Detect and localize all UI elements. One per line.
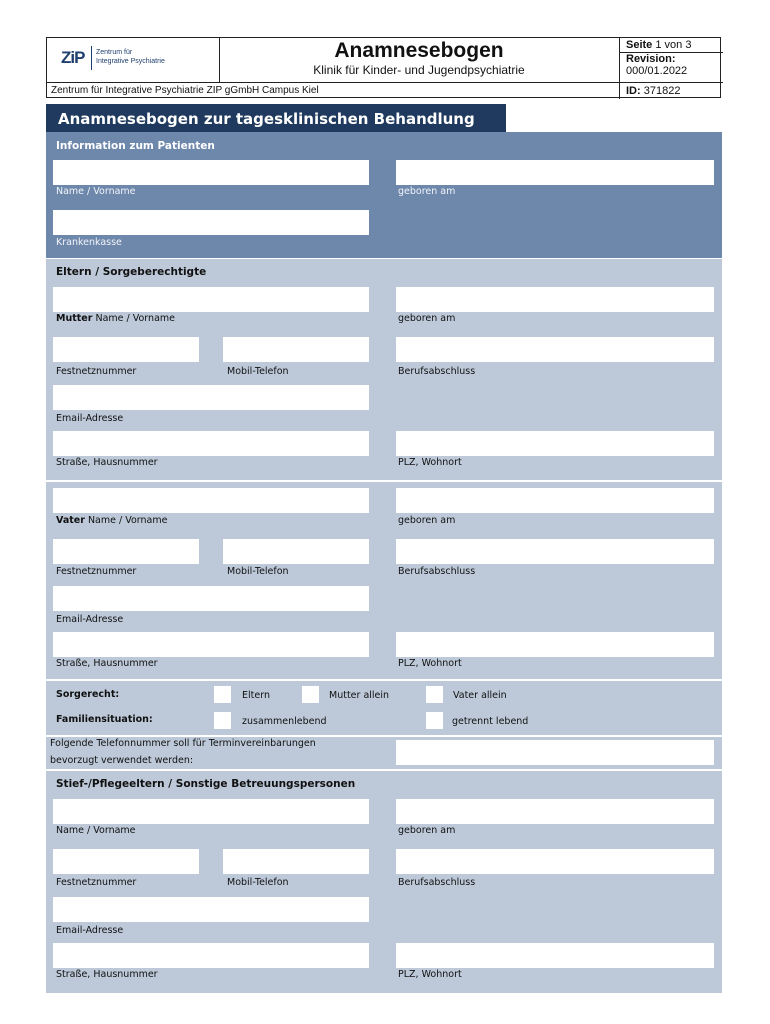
insurance-input[interactable] (53, 210, 369, 235)
custody-mother-checkbox[interactable] (302, 686, 319, 703)
logo-divider (91, 46, 92, 70)
revision-info (620, 53, 723, 82)
caregiver-landline-label: Festnetznummer (56, 877, 137, 888)
mother-name-text: Name / Vorname (95, 313, 175, 324)
father-name-text: Name / Vorname (87, 515, 168, 526)
mother-landline-input[interactable] (53, 337, 199, 362)
custody-label: Sorgerecht: (56, 689, 120, 700)
patient-name-input[interactable] (53, 160, 369, 185)
parents-section (46, 259, 722, 480)
revision-value: 000/01.2022 (626, 65, 688, 77)
logo-cell (47, 38, 220, 82)
mother-email-input[interactable] (53, 385, 369, 410)
father-birthdate-label: geboren am (398, 515, 456, 526)
title-cell (219, 38, 619, 82)
custody-mother-label: Mutter allein (329, 690, 390, 701)
patient-birthdate-input[interactable] (396, 160, 714, 185)
custody-father-checkbox[interactable] (426, 686, 443, 703)
family-separated-label: getrennt lebend (452, 716, 529, 727)
document-id (620, 82, 723, 98)
father-name-input[interactable] (53, 488, 369, 513)
caregiver-mobile-label: Mobil-Telefon (227, 877, 289, 888)
custody-father-label: Vater allein (453, 690, 507, 701)
caregiver-zip-label: PLZ, Wohnort (398, 969, 462, 980)
father-birthdate-input[interactable] (396, 488, 714, 513)
organization-name: Zentrum für Integrative Psychiatrie ZIP gGmbH Campus Kiel (47, 82, 619, 98)
mother-zip-label: PLZ, Wohnort (398, 457, 462, 468)
caregiver-birthdate-input[interactable] (396, 799, 714, 824)
logo-text (96, 48, 165, 66)
patient-section-title: Information zum Patienten (56, 140, 215, 152)
patient-section (46, 132, 722, 258)
mother-email-label: Email-Adresse (56, 413, 124, 424)
father-email-label: Email-Adresse (56, 614, 124, 625)
mother-name-label (56, 313, 175, 324)
insurance-label: Krankenkasse (56, 237, 122, 248)
patient-birthdate-label: geboren am (398, 186, 456, 197)
mother-profession-input[interactable] (396, 337, 714, 362)
caregiver-profession-input[interactable] (396, 849, 714, 874)
patient-name-label: Name / Vorname (56, 186, 136, 197)
id-label: ID: (626, 85, 641, 97)
caregiver-profession-label: Berufsabschluss (398, 877, 476, 888)
mother-street-label: Straße, Hausnummer (56, 457, 158, 468)
mother-birthdate-label: geboren am (398, 313, 456, 324)
caregiver-mobile-input[interactable] (223, 849, 369, 874)
mother-bold: Mutter (56, 313, 93, 324)
father-profession-label: Berufsabschluss (398, 566, 476, 577)
meta-cell (619, 38, 722, 99)
logo-line-2: Integrative Psychiatrie (96, 58, 165, 65)
father-zip-input[interactable] (396, 632, 714, 657)
revision-label: Revision: (626, 53, 676, 65)
father-email-input[interactable] (53, 586, 369, 611)
phone-preference-line-2: bevorzugt verwendet werden: (50, 755, 194, 766)
father-mobile-label: Mobil-Telefon (227, 566, 289, 577)
custody-parents-checkbox[interactable] (214, 686, 231, 703)
family-together-label: zusammenlebend (242, 716, 327, 727)
mother-name-input[interactable] (53, 287, 369, 312)
caregiver-name-input[interactable] (53, 799, 369, 824)
mother-birthdate-input[interactable] (396, 287, 714, 312)
father-zip-label: PLZ, Wohnort (398, 658, 462, 669)
caregiver-email-input[interactable] (53, 897, 369, 922)
parents-section-title: Eltern / Sorgeberechtigte (56, 266, 207, 278)
caregiver-birthdate-label: geboren am (398, 825, 456, 836)
form-title: Anamnesebogen zur tagesklinischen Behandlung (46, 104, 506, 132)
mother-mobile-input[interactable] (223, 337, 369, 362)
caregiver-email-label: Email-Adresse (56, 925, 124, 936)
family-situation-label: Familiensituation: (56, 714, 153, 725)
father-mobile-input[interactable] (223, 539, 369, 564)
caregiver-street-label: Straße, Hausnummer (56, 969, 158, 980)
caregiver-landline-input[interactable] (53, 849, 199, 874)
caregiver-street-input[interactable] (53, 943, 369, 968)
page-value: 1 von 3 (655, 39, 692, 51)
father-landline-label: Festnetznummer (56, 566, 137, 577)
logo-line-1: Zentrum für (96, 49, 133, 56)
caregiver-name-label: Name / Vorname (56, 825, 136, 836)
page-indicator (620, 38, 723, 53)
document-header (46, 37, 721, 98)
custody-parents-label: Eltern (242, 690, 270, 701)
custody-section (46, 681, 722, 735)
caregiver-zip-input[interactable] (396, 943, 714, 968)
mother-mobile-label: Mobil-Telefon (227, 366, 289, 377)
document-title: Anamnesebogen (334, 39, 504, 62)
zip-logo: ZiP (61, 48, 85, 67)
father-street-label: Straße, Hausnummer (56, 658, 158, 669)
father-landline-input[interactable] (53, 539, 199, 564)
family-separated-checkbox[interactable] (426, 712, 443, 729)
caregivers-section-title: Stief-/Pflegeeltern / Sonstige Betreuungspersonen (56, 778, 356, 790)
father-profession-input[interactable] (396, 539, 714, 564)
mother-zip-input[interactable] (396, 431, 714, 456)
id-value: 371822 (643, 85, 681, 97)
father-name-label (56, 515, 167, 526)
caregivers-section (46, 771, 722, 993)
mother-landline-label: Festnetznummer (56, 366, 137, 377)
phone-preference-line-1: Folgende Telefonnummer soll für Terminvereinbarungen (50, 738, 316, 749)
father-bold: Vater (56, 515, 85, 526)
mother-street-input[interactable] (53, 431, 369, 456)
phone-preference-section (46, 737, 722, 769)
document-subtitle: Klinik für Kinder- und Jugendpsychiatrie (313, 63, 525, 77)
father-street-input[interactable] (53, 632, 369, 657)
father-section (46, 482, 722, 679)
mother-profession-label: Berufsabschluss (398, 366, 476, 377)
family-together-checkbox[interactable] (214, 712, 231, 729)
page-label: Seite (626, 39, 653, 51)
preferred-phone-input[interactable] (396, 740, 714, 765)
